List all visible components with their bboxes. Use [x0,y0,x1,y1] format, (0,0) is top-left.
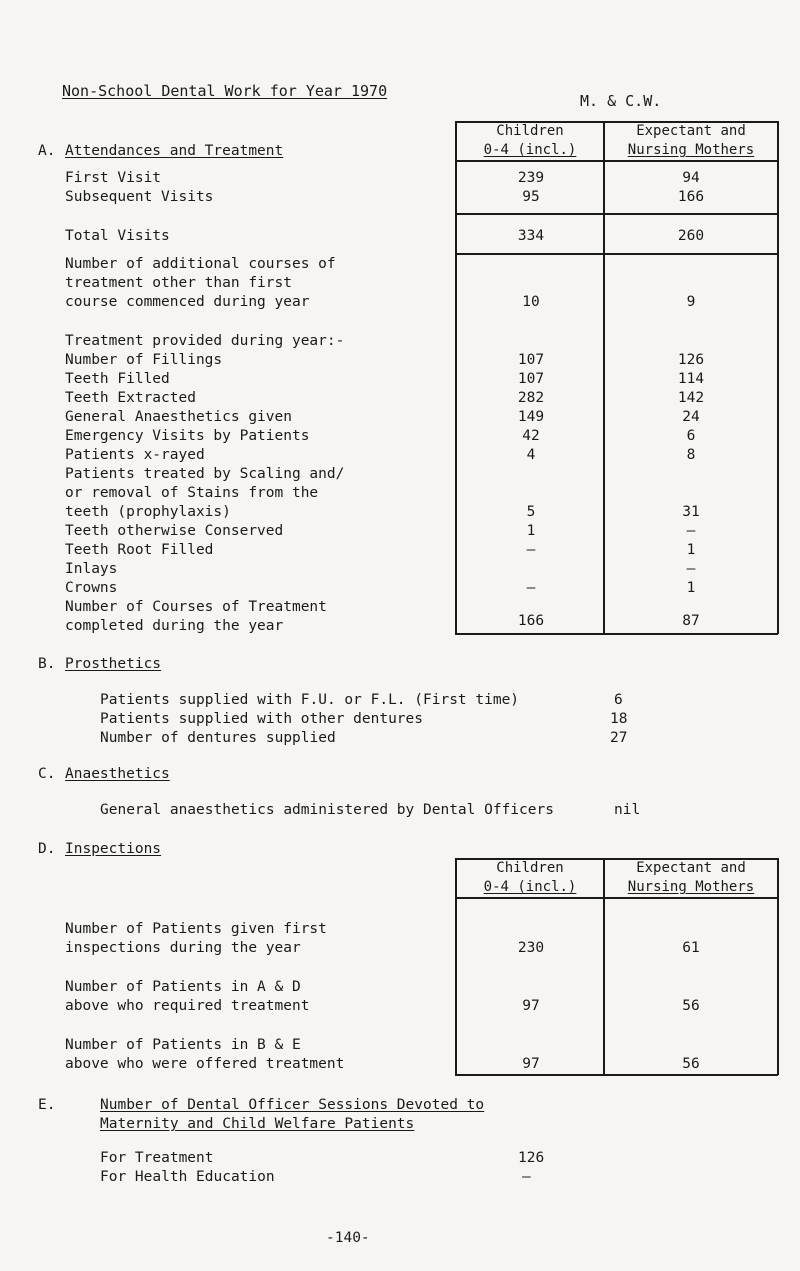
section-a-letter: A. [38,143,56,159]
row-additional-label-2: treatment other than first [65,275,292,291]
prosthetics-row-label: Patients supplied with other dentures [100,711,424,727]
d-row-first-label-1: Number of Patients given first [65,921,327,937]
section-a-heading: Attendances and Treatment [65,143,284,159]
col-children-line2: 0-4 (incl.) [483,142,577,158]
d-row-required-mothers: 56 [682,998,700,1014]
section-e-heading-2: Maternity and Child Welfare Patients [100,1116,415,1132]
page-number: -140- [326,1230,370,1246]
row-xrayed-mothers: 8 [686,447,696,463]
d-row-first-label-2: inspections during the year [65,940,301,956]
d-row-offered-children: 97 [522,1056,540,1072]
row-emergency-label: Emergency Visits by Patients [65,428,310,444]
row-crowns-children: – [526,580,536,596]
row-additional-label-1: Number of additional courses of [65,256,336,272]
sessions-row-label: For Treatment [100,1150,214,1166]
row-teeth-filled-mothers: 114 [677,371,705,387]
prosthetics-row-value: 6 [614,692,623,708]
row-ga-children: 149 [517,409,545,425]
row-additional-label-3: course commenced during year [65,294,310,310]
d-col-mothers-header [605,859,777,897]
d-row-offered-label-1: Number of Patients in B & E [65,1037,301,1053]
row-extracted-mothers: 142 [677,390,705,406]
section-e-heading-1: Number of Dental Officer Sessions Devoted to [100,1097,485,1113]
row-total-label: Total Visits [65,228,170,244]
row-additional-mothers: 9 [686,294,696,310]
row-fillings-label: Number of Fillings [65,352,223,368]
row-root-filled-label: Teeth Root Filled [65,542,214,558]
col-mothers-line2: Nursing Mothers [627,142,755,158]
prosthetics-row-label: Patients supplied with F.U. or F.L. (First time) [100,692,520,708]
anaesthetics-value: nil [614,802,641,818]
d-row-required-label-1: Number of Patients in A & D [65,979,301,995]
row-fillings-children: 107 [517,352,545,368]
section-e-letter: E. [38,1097,56,1113]
anaesthetics-line: General anaesthetics administered by Dental Officers [100,802,554,818]
prosthetics-row-label: Number of dentures supplied [100,730,336,746]
row-subsequent-mothers: 166 [677,189,705,205]
row-subsequent-children: 95 [522,189,540,205]
row-total-children: 334 [517,228,545,244]
d-row-required-label-2: above who required treatment [65,998,310,1014]
row-xrayed-children: 4 [526,447,536,463]
row-root-filled-mothers: 1 [686,542,696,558]
d-row-first-mothers: 61 [682,940,700,956]
page-title: Non-School Dental Work for Year 1970 [62,82,388,100]
prosthetics-row-value: 27 [610,730,628,746]
row-subsequent-label: Subsequent Visits [65,189,214,205]
row-scaling-label-1: Patients treated by Scaling and/ [65,466,345,482]
d-row-required-children: 97 [522,998,540,1014]
row-scaling-mothers: 31 [682,504,700,520]
sessions-row-label: For Health Education [100,1169,275,1185]
row-ga-label: General Anaesthetics given [65,409,292,425]
section-d-heading: Inspections [65,841,162,857]
row-conserved-children: 1 [526,523,536,539]
section-b-heading: Prosthetics [65,656,162,672]
d-col-children-line2: 0-4 (incl.) [483,879,577,895]
row-additional-children: 10 [522,294,540,310]
row-courses-mothers: 87 [682,613,700,629]
row-crowns-label: Crowns [65,580,118,596]
d-col-mothers-line1: Expectant and [636,860,746,876]
section-d-letter: D. [38,841,56,857]
row-conserved-label: Teeth otherwise Conserved [65,523,284,539]
d-col-children-header [457,859,603,897]
d-col-mothers-line2: Nursing Mothers [627,879,755,895]
row-extracted-label: Teeth Extracted [65,390,196,406]
sessions-row-value: – [522,1169,531,1185]
row-courses-label-2: completed during the year [65,618,284,634]
row-extracted-children: 282 [517,390,545,406]
d-row-first-children: 230 [517,940,545,956]
row-emergency-mothers: 6 [686,428,696,444]
row-courses-label-1: Number of Courses of Treatment [65,599,327,615]
row-xrayed-label: Patients x-rayed [65,447,205,463]
d-row-offered-label-2: above who were offered treatment [65,1056,345,1072]
row-fillings-mothers: 126 [677,352,705,368]
row-crowns-mothers: 1 [686,580,696,596]
row-inlays-label: Inlays [65,561,118,577]
row-scaling-label-3: teeth (prophylaxis) [65,504,231,520]
row-root-filled-children: – [526,542,536,558]
d-row-offered-mothers: 56 [682,1056,700,1072]
col-mothers-line1: Expectant and [636,123,746,139]
section-c-letter: C. [38,766,56,782]
row-conserved-mothers: – [686,523,696,539]
section-b-letter: B. [38,656,56,672]
row-treatment-provided-label: Treatment provided during year:- [65,333,345,349]
row-first-visit-children: 239 [517,170,545,186]
row-teeth-filled-children: 107 [517,371,545,387]
row-scaling-label-2: or removal of Stains from the [65,485,319,501]
page-subtitle: M. & C.W. [580,92,662,110]
row-first-visit-label: First Visit [65,170,162,186]
section-c-heading: Anaesthetics [65,766,170,782]
row-courses-children: 166 [517,613,545,629]
d-col-children-line1: Children [496,860,564,876]
prosthetics-row-value: 18 [610,711,628,727]
col-children-header [457,122,603,160]
row-teeth-filled-label: Teeth Filled [65,371,170,387]
row-inlays-mothers: – [686,561,696,577]
row-total-mothers: 260 [677,228,705,244]
row-ga-mothers: 24 [682,409,700,425]
row-emergency-children: 42 [522,428,540,444]
col-children-line1: Children [496,123,564,139]
row-first-visit-mothers: 94 [682,170,700,186]
sessions-row-value: 126 [518,1150,545,1166]
row-scaling-children: 5 [526,504,536,520]
col-mothers-header [605,122,777,160]
